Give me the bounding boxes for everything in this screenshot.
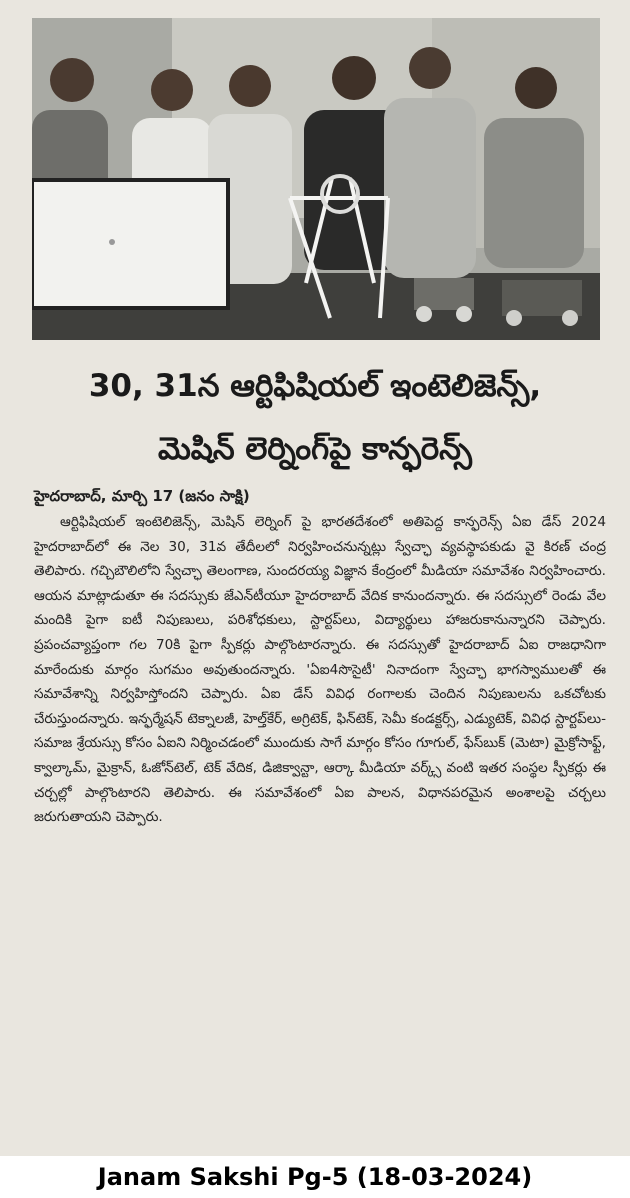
photo-scene [32,18,600,340]
headline-line-2: మెషిన్ లెర్నింగ్‌పై కాన్ఫరెన్స్ [157,431,473,467]
source-caption: Janam Sakshi Pg-5 (18-03-2024) [97,1163,533,1191]
computer-monitor [32,180,228,308]
article-photo [32,18,600,340]
headline-line-1: 30, 31న ఆర్టిఫిషియల్ ఇంటెలిజెన్స్, [88,368,542,404]
article-dateline: హైదరాబాద్, మార్చి 17 (జనం సాక్షి) [34,487,250,505]
clipping-footer [0,1156,630,1198]
article-body: ఆర్టిఫిషియల్ ఇంటెలిజెన్స్, మెషిన్ లెర్నింగ్ పై భారతదేశంలో అతిపెద్ద కాన్ఫరెన్స్ ఏఐ డేస్ 2024 హైదరాబాద్‌లో ఈ నెల 30, 31వ తేదీలలో నిర్వహించనున్నట్లు స్వేచ్ఛా వ్యవస్థాపకుడు వై కిరణ్ చంద్ర తెలిపారు. గచ్చిబౌలిలోని స్వేచ్ఛా తెలంగాణ, సుందరయ్య విజ్ఞాన కేంద్రంలో మీడియా సమావేశం నిర్వహించారు. ఆయన మాట్లాడుతూ ఈ సదస్సుకు జేఎన్‌టీయూ హైదరాబాద్ వేదిక కానుందన్నారు. ఈ సదస్సులో రెండు వేల మందికి పైగా ఐటీ నిపుణులు, పరిశోధకులు, స్టార్టప్‌లు, విద్యార్థులు హాజరుకానున్నారని చెప్పారు. ప్రపంచవ్యాప్తంగా గల 70కి పైగా స్పీకర్లు పాల్గొంటారన్నారు. ఈ సదస్సుతో హైదరాబాద్ ఏఐ రాజధానిగా మారేందుకు మార్గం సుగమం అవుతుందన్నారు. 'ఏఐ4సొసైటీ' నినాదంగా స్వేచ్ఛా భాగస్వాములతో ఈ సమావేశాన్ని నిర్వహిస్తోందని చెప్పారు. ఏఐ డేస్ వివిధ రంగాలకు చెందిన నిపుణులను ఒకచోటకు చేరుస్తుందన్నారు. ఇన్ఫర్మేషన్ టెక్నాలజీ, హెల్త్‌కేర్, అగ్రిటెక్, ఫిన్‌టెక్, సెమీ కండక్టర్స్, ఎడ్యుటెక్, వివిధ స్టార్టప్‌లు-సమాజ శ్రేయస్సు కోసం ఏఐని నిర్మించడంలో ముందుకు సాగే మార్గం కోసం గూగుల్, ఫేస్‌బుక్ (మెటా) మైక్రోసాఫ్ట్, క్వాల్కామ్, మైక్రాన్, ఓజోన్‌టెల్, టెక్ వేదిక, డిజిక్వాన్టా, ఆర్కా మీడియా వర్క్స్ వంటి ఇతర సంస్థల స్పీకర్లు ఈ చర్చల్లో పాల్గొంటారని తెలిపారు. ఈ సమావేశంలో ఏఐ పాలన, విధానపరమైన అంశాలపై చర్చలు జరుగుతాయని చెప్పారు. [34,514,607,826]
